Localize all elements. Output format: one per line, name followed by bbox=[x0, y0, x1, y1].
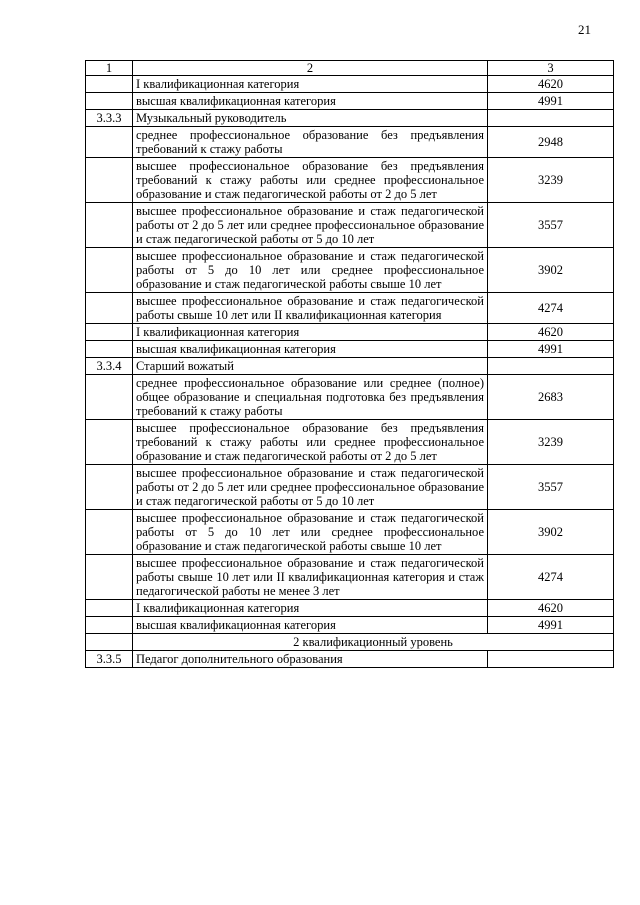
row-number bbox=[86, 617, 133, 634]
requirement-text: высшее профессиональное образование без предъявления требований к стажу работы или среднее профессиональное образование и стаж педагогической работы от 2 до 5 лет bbox=[133, 158, 488, 203]
requirement-text: высшее профессиональное образование и стаж педагогической работы свыше 10 лет или II квалификационная категория bbox=[133, 293, 488, 324]
row-number bbox=[86, 465, 133, 510]
section-row bbox=[86, 110, 614, 127]
salary-value bbox=[488, 110, 614, 127]
table-row bbox=[86, 341, 614, 358]
table-row bbox=[86, 158, 614, 203]
table-row bbox=[86, 127, 614, 158]
salary-value bbox=[488, 358, 614, 375]
requirement-text: I квалификационная категория bbox=[133, 76, 488, 93]
page-number: 21 bbox=[578, 22, 591, 37]
row-number: 3.3.3 bbox=[86, 110, 133, 127]
row-number bbox=[86, 324, 133, 341]
row-number bbox=[86, 341, 133, 358]
level-row bbox=[86, 634, 614, 651]
row-number bbox=[86, 420, 133, 465]
column-header-1: 1 bbox=[86, 61, 133, 76]
row-number bbox=[86, 600, 133, 617]
table-header-row bbox=[86, 61, 614, 76]
position-title: Педагог дополнительного образования bbox=[133, 651, 488, 668]
table-row bbox=[86, 600, 614, 617]
requirement-text: высшая квалификационная категория bbox=[133, 93, 488, 110]
row-number bbox=[86, 375, 133, 420]
row-number bbox=[86, 634, 133, 651]
requirement-text: высшее профессиональное образование и стаж педагогической работы от 5 до 10 лет или среднее профессиональное образование и стаж педагогической работы свыше 10 лет bbox=[133, 248, 488, 293]
salary-table bbox=[85, 60, 614, 668]
table-row bbox=[86, 248, 614, 293]
table-row bbox=[86, 76, 614, 93]
table-row bbox=[86, 324, 614, 341]
table-row bbox=[86, 375, 614, 420]
table-row bbox=[86, 203, 614, 248]
salary-value: 4274 bbox=[488, 293, 614, 324]
requirement-text: среднее профессиональное образование или среднее (полное) общее образование и специальная подготовка без предъявления требований к стажу работы bbox=[133, 375, 488, 420]
row-number bbox=[86, 203, 133, 248]
salary-value: 4991 bbox=[488, 617, 614, 634]
salary-value: 4991 bbox=[488, 341, 614, 358]
position-title: Старший вожатый bbox=[133, 358, 488, 375]
salary-value: 4620 bbox=[488, 324, 614, 341]
row-number bbox=[86, 76, 133, 93]
row-number bbox=[86, 158, 133, 203]
salary-value: 3239 bbox=[488, 158, 614, 203]
requirement-text: высшее профессиональное образование и стаж педагогической работы свыше 10 лет или II квалификационная категория и стаж педагогической работы не менее 3 лет bbox=[133, 555, 488, 600]
row-number: 3.3.5 bbox=[86, 651, 133, 668]
position-title: Музыкальный руководитель bbox=[133, 110, 488, 127]
row-number bbox=[86, 248, 133, 293]
salary-value: 4620 bbox=[488, 76, 614, 93]
row-number bbox=[86, 555, 133, 600]
row-number bbox=[86, 510, 133, 555]
table-row bbox=[86, 617, 614, 634]
salary-value: 2948 bbox=[488, 127, 614, 158]
requirement-text: высшее профессиональное образование и стаж педагогической работы от 2 до 5 лет или среднее профессиональное образование и стаж педагогической работы от 5 до 10 лет bbox=[133, 203, 488, 248]
salary-value: 3902 bbox=[488, 510, 614, 555]
requirement-text: высшее профессиональное образование и стаж педагогической работы от 2 до 5 лет или среднее профессиональное образование и стаж педагогической работы от 5 до 10 лет bbox=[133, 465, 488, 510]
requirement-text: высшее профессиональное образование без предъявления требований к стажу работы или среднее профессиональное образование и стаж педагогической работы от 2 до 5 лет bbox=[133, 420, 488, 465]
salary-value bbox=[488, 651, 614, 668]
row-number bbox=[86, 293, 133, 324]
requirement-text: высшая квалификационная категория bbox=[133, 341, 488, 358]
requirement-text: среднее профессиональное образование без предъявления требований к стажу работы bbox=[133, 127, 488, 158]
row-number: 3.3.4 bbox=[86, 358, 133, 375]
salary-value: 3902 bbox=[488, 248, 614, 293]
row-number bbox=[86, 127, 133, 158]
table-row bbox=[86, 555, 614, 600]
salary-value: 3239 bbox=[488, 420, 614, 465]
requirement-text: высшее профессиональное образование и стаж педагогической работы от 5 до 10 лет или среднее профессиональное образование и стаж педагогической работы свыше 10 лет bbox=[133, 510, 488, 555]
table-row bbox=[86, 293, 614, 324]
column-header-2: 2 bbox=[133, 61, 488, 76]
requirement-text: высшая квалификационная категория bbox=[133, 617, 488, 634]
requirement-text: I квалификационная категория bbox=[133, 324, 488, 341]
table-row bbox=[86, 93, 614, 110]
salary-value: 2683 bbox=[488, 375, 614, 420]
level-title: 2 квалификационный уровень bbox=[133, 634, 614, 651]
salary-value: 4274 bbox=[488, 555, 614, 600]
table-row bbox=[86, 510, 614, 555]
salary-value: 3557 bbox=[488, 203, 614, 248]
table-row bbox=[86, 420, 614, 465]
table-row bbox=[86, 465, 614, 510]
salary-value: 3557 bbox=[488, 465, 614, 510]
section-row bbox=[86, 651, 614, 668]
salary-value: 4620 bbox=[488, 600, 614, 617]
section-row bbox=[86, 358, 614, 375]
salary-value: 4991 bbox=[488, 93, 614, 110]
column-header-3: 3 bbox=[488, 61, 614, 76]
row-number bbox=[86, 93, 133, 110]
requirement-text: I квалификационная категория bbox=[133, 600, 488, 617]
